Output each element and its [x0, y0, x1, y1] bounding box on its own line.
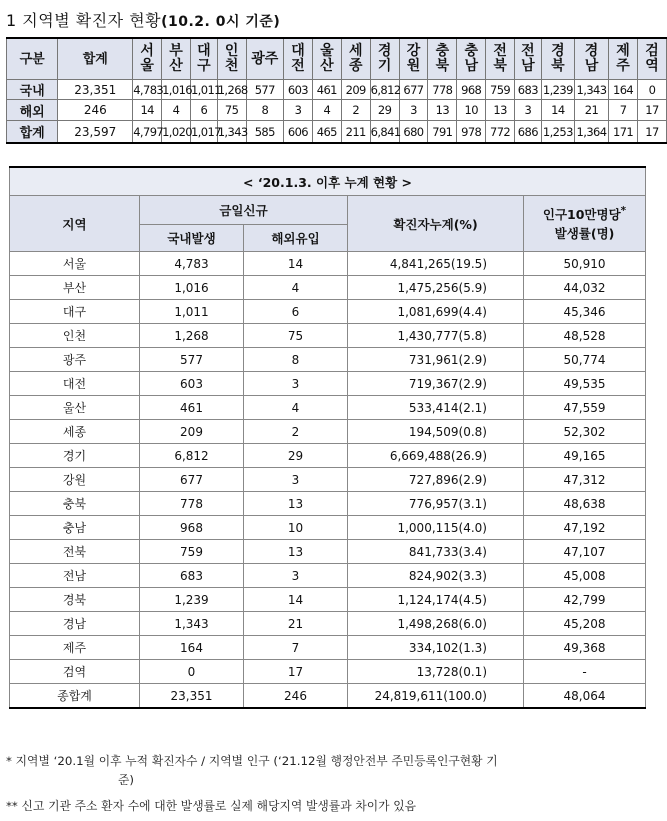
cell-overseas: 29 — [244, 444, 348, 468]
cell-overseas: 13 — [244, 540, 348, 564]
summary-header-region — [609, 38, 638, 80]
summary-cell: 4,797 — [133, 121, 162, 144]
cell-rate: 49,368 — [524, 636, 646, 660]
cell-region: 광주 — [10, 348, 140, 372]
cell-region: 경북 — [10, 588, 140, 612]
summary-cell: 968 — [457, 80, 486, 100]
summary-cell: 1,020 — [162, 121, 191, 144]
cell-rate: - — [524, 660, 646, 684]
header-rate-line1: 인구10만명당 — [542, 207, 621, 223]
summary-cell: 1,343 — [217, 121, 246, 144]
cell-overseas: 2 — [244, 420, 348, 444]
summary-cell: 8 — [246, 100, 283, 121]
summary-cell: 14 — [541, 100, 574, 121]
cumulative-row — [10, 636, 646, 660]
region-char: 강 — [406, 43, 421, 59]
cumulative-row — [10, 540, 646, 564]
cell-overseas: 14 — [244, 588, 348, 612]
cell-cumulative: 1,000,115(4.0) — [348, 516, 524, 540]
summary-cell: 17 — [638, 100, 667, 121]
cell-overseas: 75 — [244, 324, 348, 348]
cell-overseas: 4 — [244, 396, 348, 420]
cell-region: 충북 — [10, 492, 140, 516]
summary-header-label: 구분 — [7, 38, 58, 80]
cell-cumulative: 1,124,174(4.5) — [348, 588, 524, 612]
summary-cell: 778 — [428, 80, 457, 100]
summary-cell: 577 — [246, 80, 283, 100]
summary-header-row — [7, 38, 667, 80]
summary-cell: 0 — [638, 80, 667, 100]
cell-region: 경기 — [10, 444, 140, 468]
cell-rate: 49,165 — [524, 444, 646, 468]
summary-header-region — [574, 38, 608, 80]
cell-domestic: 603 — [140, 372, 244, 396]
summary-row-label: 국내 — [7, 80, 58, 100]
summary-cell: 686 — [515, 121, 542, 144]
summary-cell: 21 — [574, 100, 608, 121]
cell-overseas: 10 — [244, 516, 348, 540]
cumulative-row — [10, 468, 646, 492]
cell-overseas: 14 — [244, 252, 348, 276]
header-cumulative: 확진자누계(%) — [348, 196, 524, 252]
cell-domestic: 1,011 — [140, 300, 244, 324]
cell-region: 검역 — [10, 660, 140, 684]
cell-region: 강원 — [10, 468, 140, 492]
region-char: 원 — [406, 58, 421, 74]
cell-overseas: 3 — [244, 564, 348, 588]
cell-domestic: 1,343 — [140, 612, 244, 636]
cell-cumulative: 776,957(3.1) — [348, 492, 524, 516]
cell-domestic: 23,351 — [140, 684, 244, 709]
cumulative-row — [10, 516, 646, 540]
header-rate — [524, 196, 646, 252]
cumulative-row — [10, 588, 646, 612]
summary-cell: 3 — [284, 100, 313, 121]
cumulative-row — [10, 324, 646, 348]
cell-overseas: 17 — [244, 660, 348, 684]
cell-cumulative: 533,414(2.1) — [348, 396, 524, 420]
cell-cumulative: 24,819,611(100.0) — [348, 684, 524, 709]
region-char: 남 — [584, 58, 599, 74]
summary-cell: 978 — [457, 121, 486, 144]
summary-cell: 4 — [162, 100, 191, 121]
cell-domestic: 1,268 — [140, 324, 244, 348]
cell-region: 서울 — [10, 252, 140, 276]
footnote-1: * 지역별 ‘20.1월 이후 누적 확진자수 / 지역별 인구 (‘21.12월 행정안전부 주민등록인구현황 기 — [6, 754, 498, 768]
summary-cell: 171 — [609, 121, 638, 144]
region-char: 북 — [551, 58, 565, 74]
summary-cell: 17 — [638, 121, 667, 144]
summary-cell: 461 — [312, 80, 341, 100]
cell-overseas: 6 — [244, 300, 348, 324]
cell-overseas: 3 — [244, 372, 348, 396]
region-char: 전 — [521, 43, 535, 59]
summary-cell: 603 — [284, 80, 313, 100]
summary-cell: 1,364 — [574, 121, 608, 144]
summary-table — [6, 37, 667, 144]
summary-header-total: 합계 — [58, 38, 133, 80]
cell-domestic: 1,239 — [140, 588, 244, 612]
summary-cell: 683 — [515, 80, 542, 100]
cell-domestic: 759 — [140, 540, 244, 564]
region-char: 역 — [645, 58, 659, 74]
summary-cell: 164 — [609, 80, 638, 100]
region-char: 충 — [464, 43, 478, 59]
cell-domestic: 4,783 — [140, 252, 244, 276]
summary-cell: 3 — [399, 100, 428, 121]
cell-cumulative: 719,367(2.9) — [348, 372, 524, 396]
summary-row — [7, 100, 667, 121]
summary-cell: 4 — [312, 100, 341, 121]
cell-region: 부산 — [10, 276, 140, 300]
summary-cell: 13 — [428, 100, 457, 121]
cell-overseas: 4 — [244, 276, 348, 300]
summary-cell: 211 — [341, 121, 370, 144]
cell-region: 전북 — [10, 540, 140, 564]
cell-region: 전남 — [10, 564, 140, 588]
region-char: 검 — [645, 43, 659, 59]
region-char: 인 — [224, 43, 239, 59]
summary-cell: 6,812 — [370, 80, 399, 100]
cell-overseas: 3 — [244, 468, 348, 492]
summary-cell: 677 — [399, 80, 428, 100]
cumulative-row — [10, 660, 646, 684]
summary-cell: 29 — [370, 100, 399, 121]
summary-row-label: 합계 — [7, 121, 58, 144]
region-char: 남 — [464, 58, 478, 74]
cell-domestic: 683 — [140, 564, 244, 588]
header-overseas: 해외유입 — [244, 225, 348, 252]
summary-row-total: 23,351 — [58, 80, 133, 100]
cumulative-row — [10, 300, 646, 324]
section-title — [6, 8, 280, 31]
summary-row — [7, 80, 667, 100]
summary-row-total: 246 — [58, 100, 133, 121]
region-char: 경 — [377, 43, 392, 59]
summary-cell: 7 — [609, 100, 638, 121]
cell-rate: 47,559 — [524, 396, 646, 420]
region-char: 부 — [169, 43, 183, 59]
region-char: 대 — [291, 43, 305, 59]
cell-cumulative: 824,902(3.3) — [348, 564, 524, 588]
cumulative-row — [10, 564, 646, 588]
region-char: 전 — [291, 58, 305, 74]
cell-region: 대전 — [10, 372, 140, 396]
cumulative-table — [9, 166, 646, 709]
cumulative-row — [10, 492, 646, 516]
cell-domestic: 677 — [140, 468, 244, 492]
cell-cumulative: 1,430,777(5.8) — [348, 324, 524, 348]
summary-cell: 14 — [133, 100, 162, 121]
cell-domestic: 461 — [140, 396, 244, 420]
summary-cell: 209 — [341, 80, 370, 100]
summary-row-total: 23,597 — [58, 121, 133, 144]
cell-cumulative: 334,102(1.3) — [348, 636, 524, 660]
section-basis: (10.2. 0시 기준) — [161, 14, 281, 30]
header-today-new: 금일신규 — [140, 196, 348, 225]
cumulative-caption: < ‘20.1.3. 이후 누계 현황 > — [10, 167, 646, 196]
region-char: 경 — [584, 43, 599, 59]
cell-domestic: 0 — [140, 660, 244, 684]
summary-cell: 10 — [457, 100, 486, 121]
cell-cumulative: 13,728(0.1) — [348, 660, 524, 684]
cell-overseas: 7 — [244, 636, 348, 660]
cell-domestic: 209 — [140, 420, 244, 444]
summary-header-region — [370, 38, 399, 80]
summary-cell: 606 — [284, 121, 313, 144]
summary-cell: 6 — [190, 100, 217, 121]
cell-rate: 52,302 — [524, 420, 646, 444]
cumulative-row — [10, 348, 646, 372]
summary-row-label: 해외 — [7, 100, 58, 121]
cell-rate: 44,032 — [524, 276, 646, 300]
cell-rate: 42,799 — [524, 588, 646, 612]
summary-header-region — [638, 38, 667, 80]
summary-row — [7, 121, 667, 144]
header-rate-mark: * — [620, 205, 627, 218]
summary-cell: 791 — [428, 121, 457, 144]
summary-cell: 1,017 — [190, 121, 217, 144]
region-char: 대 — [197, 43, 211, 59]
cell-domestic: 164 — [140, 636, 244, 660]
cell-domestic: 1,016 — [140, 276, 244, 300]
region-char: 남 — [521, 58, 535, 74]
cell-rate: 50,910 — [524, 252, 646, 276]
cell-domestic: 778 — [140, 492, 244, 516]
cell-rate: 47,312 — [524, 468, 646, 492]
summary-cell: 772 — [486, 121, 515, 144]
summary-cell: 2 — [341, 100, 370, 121]
cell-cumulative: 4,841,265(19.5) — [348, 252, 524, 276]
cell-rate: 48,064 — [524, 684, 646, 709]
cell-cumulative: 194,509(0.8) — [348, 420, 524, 444]
cell-overseas: 246 — [244, 684, 348, 709]
summary-cell: 1,239 — [541, 80, 574, 100]
cell-region: 경남 — [10, 612, 140, 636]
cell-rate: 48,528 — [524, 324, 646, 348]
cell-overseas: 13 — [244, 492, 348, 516]
cell-overseas: 21 — [244, 612, 348, 636]
cell-rate: 45,008 — [524, 564, 646, 588]
summary-header-region — [133, 38, 162, 80]
cell-rate: 47,192 — [524, 516, 646, 540]
cell-region: 충남 — [10, 516, 140, 540]
region-char: 제 — [616, 43, 630, 59]
region-char: 울 — [140, 58, 154, 74]
summary-header-region — [341, 38, 370, 80]
section-number: 1 — [6, 11, 17, 30]
cumulative-row — [10, 372, 646, 396]
cell-domestic: 577 — [140, 348, 244, 372]
summary-cell: 1,253 — [541, 121, 574, 144]
cell-region: 제주 — [10, 636, 140, 660]
cell-region: 울산 — [10, 396, 140, 420]
summary-cell: 1,016 — [162, 80, 191, 100]
summary-cell: 1,011 — [190, 80, 217, 100]
cell-rate: 49,535 — [524, 372, 646, 396]
region-char: 북 — [435, 58, 450, 74]
summary-header-region — [541, 38, 574, 80]
cell-rate: 45,346 — [524, 300, 646, 324]
cell-domestic: 968 — [140, 516, 244, 540]
summary-cell: 75 — [217, 100, 246, 121]
header-domestic: 국내발생 — [140, 225, 244, 252]
cell-rate: 48,638 — [524, 492, 646, 516]
region-char: 산 — [169, 58, 183, 74]
cumulative-row — [10, 444, 646, 468]
summary-cell: 13 — [486, 100, 515, 121]
cell-region: 세종 — [10, 420, 140, 444]
region-char: 세 — [348, 43, 363, 59]
cell-cumulative: 1,081,699(4.4) — [348, 300, 524, 324]
region-char: 종 — [348, 58, 363, 74]
cumulative-row — [10, 684, 646, 709]
region-char: 산 — [320, 58, 334, 74]
cumulative-row — [10, 276, 646, 300]
summary-header-region — [486, 38, 515, 80]
summary-header-region — [515, 38, 542, 80]
summary-header-region — [246, 38, 283, 80]
region-char: 광주 — [251, 50, 279, 67]
summary-header-region — [312, 38, 341, 80]
region-char: 서 — [140, 43, 154, 59]
cell-region: 대구 — [10, 300, 140, 324]
summary-cell: 1,343 — [574, 80, 608, 100]
region-char: 북 — [493, 58, 507, 74]
region-char: 울 — [320, 43, 334, 59]
footnote-1-cont: 준) — [118, 773, 134, 787]
cell-region: 종합계 — [10, 684, 140, 709]
summary-header-region — [217, 38, 246, 80]
footnote-2: ** 신고 기관 주소 환자 수에 대한 발생률로 실제 해당지역 발생률과 차이가 있음 — [6, 799, 417, 813]
cell-cumulative: 841,733(3.4) — [348, 540, 524, 564]
summary-header-region — [284, 38, 313, 80]
summary-header-region — [428, 38, 457, 80]
region-char: 천 — [224, 58, 239, 74]
cell-domestic: 6,812 — [140, 444, 244, 468]
cell-region: 인천 — [10, 324, 140, 348]
cumulative-row — [10, 252, 646, 276]
summary-cell: 585 — [246, 121, 283, 144]
cell-cumulative: 1,498,268(6.0) — [348, 612, 524, 636]
cell-cumulative: 1,475,256(5.9) — [348, 276, 524, 300]
cell-cumulative: 731,961(2.9) — [348, 348, 524, 372]
cumulative-row — [10, 612, 646, 636]
cell-cumulative: 727,896(2.9) — [348, 468, 524, 492]
header-region: 지역 — [10, 196, 140, 252]
region-char: 전 — [493, 43, 507, 59]
region-char: 구 — [197, 58, 211, 74]
region-char: 충 — [435, 43, 450, 59]
summary-cell: 3 — [515, 100, 542, 121]
summary-header-region — [457, 38, 486, 80]
summary-cell: 680 — [399, 121, 428, 144]
region-char: 주 — [616, 58, 630, 74]
summary-cell: 4,783 — [133, 80, 162, 100]
cell-cumulative: 6,669,488(26.9) — [348, 444, 524, 468]
region-char: 경 — [551, 43, 565, 59]
summary-cell: 1,268 — [217, 80, 246, 100]
cell-rate: 50,774 — [524, 348, 646, 372]
summary-cell: 465 — [312, 121, 341, 144]
cell-rate: 47,107 — [524, 540, 646, 564]
region-char: 기 — [377, 58, 392, 74]
summary-header-region — [190, 38, 217, 80]
summary-cell: 6,841 — [370, 121, 399, 144]
cumulative-row — [10, 396, 646, 420]
summary-cell: 759 — [486, 80, 515, 100]
cell-overseas: 8 — [244, 348, 348, 372]
summary-header-region — [162, 38, 191, 80]
header-rate-line2: 발생률(명) — [554, 225, 615, 241]
cumulative-row — [10, 420, 646, 444]
section-title-text: 지역별 확진자 현황 — [22, 11, 162, 30]
summary-header-region — [399, 38, 428, 80]
cell-rate: 45,208 — [524, 612, 646, 636]
